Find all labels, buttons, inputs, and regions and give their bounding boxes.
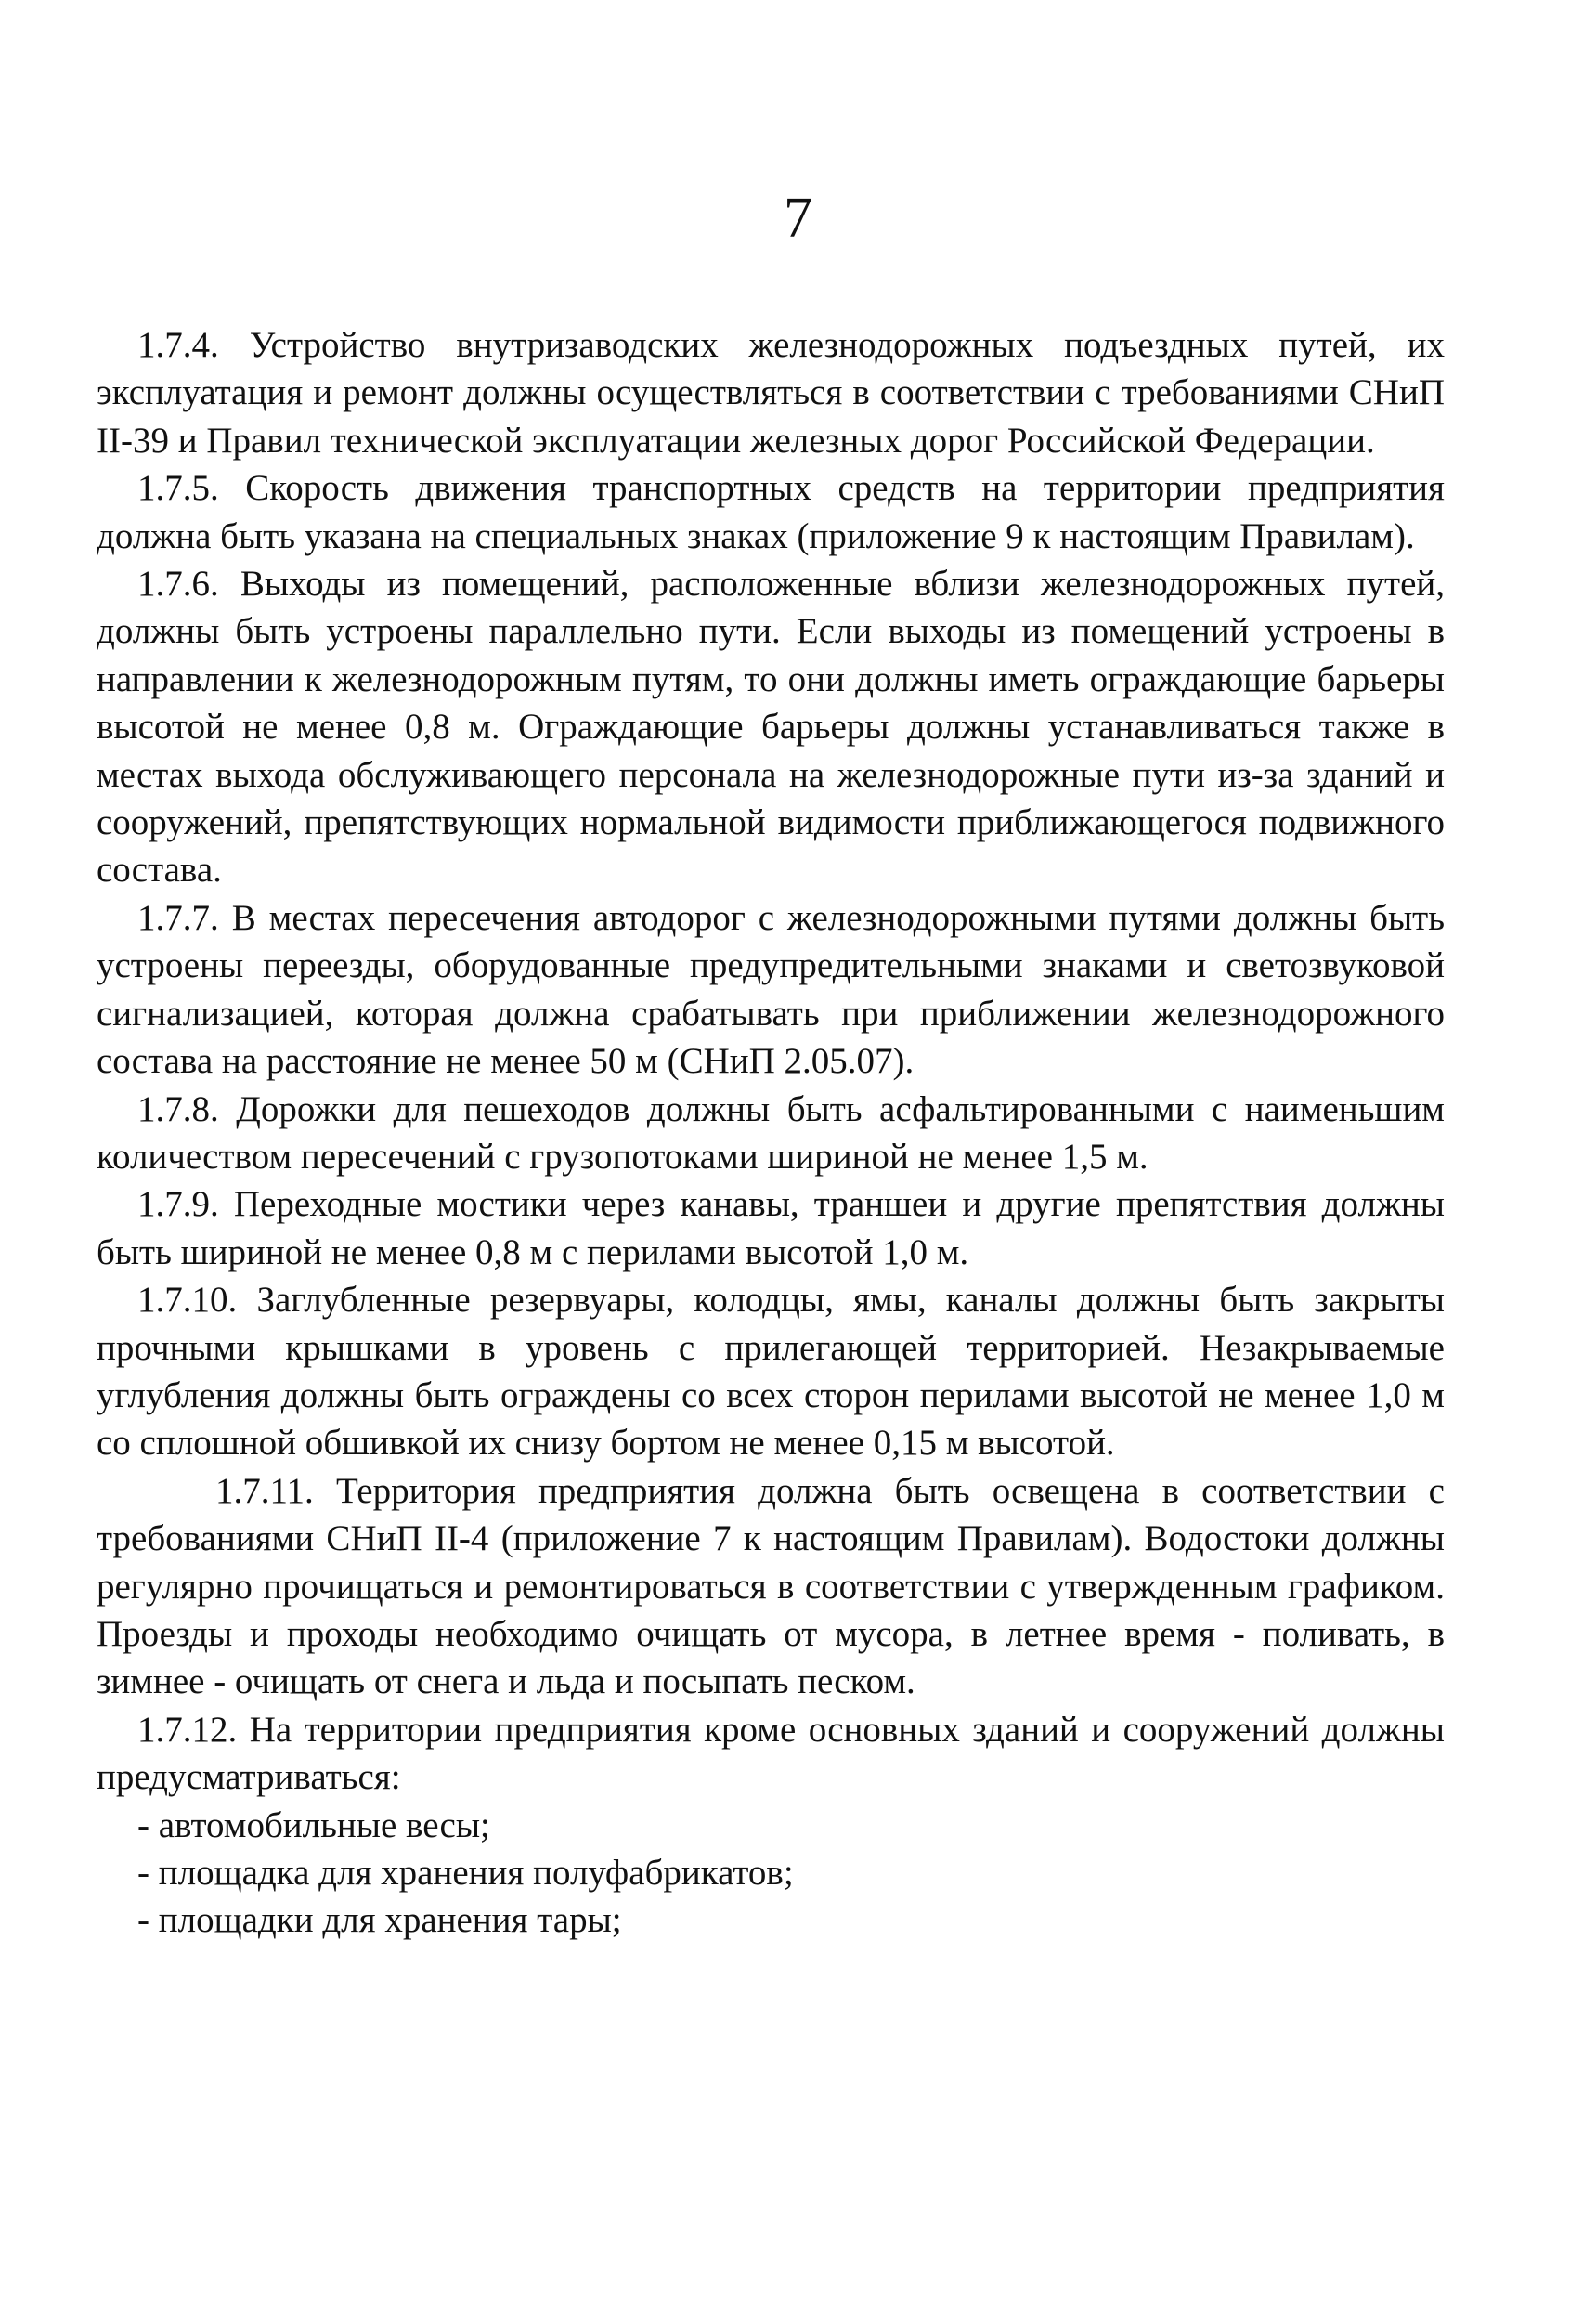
paragraph-1-7-12: 1.7.12. На территории предприятия кроме основных зданий и сооружений должны предусматриваться:: [97, 1709, 1445, 1798]
paragraph-1-7-10: 1.7.10. Заглубленные резервуары, колодцы, ямы, каналы должны быть закрыты прочными крышками в уровень с прилегающей территорией. Незакрываемые углубления должны быть ограждены со всех сторон перилами высотой не менее 1,0 м со сплошной обшивкой их снизу бортом не менее 0,15 м высотой.: [97, 1280, 1445, 1464]
paragraph-1-7-6: 1.7.6. Выходы из помещений, расположенные вблизи железнодорожных путей, должны быть устроены параллельно пути. Если выходы из помещений устроены в направлении к железнодорожным путям, то они должны иметь ограждающие барьеры высотой не менее 0,8 м. Ограждающие барьеры должны устанавливаться также в местах выхода обслуживающего персонала на железнодорожные пути из-за зданий и сооружений, препятствующих нормальной видимости приближающегося подвижного состава.: [97, 564, 1445, 891]
paragraph-1-7-8: 1.7.8. Дорожки для пешеходов должны быть асфальтированными с наименьшим количеством пересечений с грузопотоками шириной не менее 1,5 м.: [97, 1088, 1445, 1177]
paragraph-1-7-11: 1.7.11. Территория предприятия должна быть освещена в соответствии с требованиями СНиП II-4 (приложение 7 к настоящим Правилам). Водостоки должны регулярно прочищаться и ремонтироваться в соответствии с утвержденным графиком. Проезды и проходы необходимо очищать от мусора, в летнее время - поливать, в зимнее - очищать от снега и льда и посыпать песком.: [97, 1470, 1445, 1702]
page-number: 7: [784, 187, 812, 250]
paragraph-1-7-7: 1.7.7. В местах пересечения автодорог с железнодорожными путями должны быть устроены переезды, оборудованные предупредительными знаками и светозвуковой сигнализацией, которая должна срабатывать при приближении железнодорожного состава на расстояние не менее 50 м (СНиП 2.05.07).: [97, 897, 1445, 1082]
paragraph-1-7-4: 1.7.4. Устройство внутризаводских железнодорожных подъездных путей, их эксплуатация и ремонт должны осуществляться в соответствии с требованиями СНиП II-39 и Правил технической эксплуатации железных дорог Российской Федерации.: [97, 325, 1445, 461]
list-item: - площадка для хранения полуфабрикатов;: [137, 1853, 794, 1893]
document-body: [97, 321, 1445, 1945]
list-item: - площадки для хранения тары;: [137, 1900, 622, 1941]
paragraph-1-7-9: 1.7.9. Переходные мостики через канавы, траншеи и другие препятствия должны быть шириной не менее 0,8 м с перилами высотой 1,0 м.: [97, 1184, 1445, 1272]
list-item: - автомобильные весы;: [137, 1804, 490, 1845]
facilities-list: [97, 1802, 1445, 1945]
paragraph-1-7-5: 1.7.5. Скорость движения транспортных средств на территории предприятия должна быть указана на специальных знаках (приложение 9 к настоящим Правилам).: [97, 468, 1445, 556]
